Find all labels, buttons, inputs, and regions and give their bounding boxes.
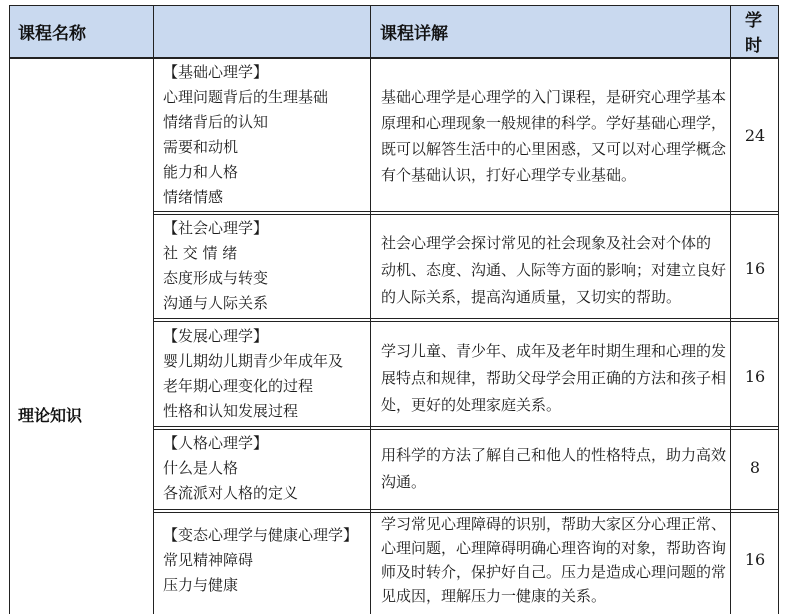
table-border-right bbox=[778, 5, 779, 614]
course-topic-line: 态度形成与转变 bbox=[163, 269, 269, 287]
header-course-detail: 课程详解 bbox=[380, 24, 448, 44]
row-divider-3b bbox=[153, 429, 779, 430]
course-topic-line: 常见精神障碍 bbox=[163, 551, 254, 569]
course-topics bbox=[163, 60, 328, 210]
row-divider-4 bbox=[153, 509, 779, 510]
course-topics bbox=[163, 431, 298, 506]
course-topic-line: 心理问题背后的生理基础 bbox=[163, 88, 329, 106]
row-divider-1 bbox=[153, 211, 779, 212]
description-line: 有个基础认识，打好心理学专业基础。 bbox=[381, 166, 637, 184]
course-topic-line: 什么是人格 bbox=[163, 459, 239, 477]
topic-label: 理论知识 bbox=[18, 406, 83, 425]
course-topic-line: 能力和人格 bbox=[163, 163, 239, 181]
course-description bbox=[381, 84, 726, 188]
description-line: 心理问题，心理障碍明确心理咨询的对象，帮助咨询 bbox=[381, 539, 727, 557]
course-topics bbox=[163, 324, 343, 424]
course-topic-line: 【变态心理学与健康心理学】 bbox=[163, 526, 359, 544]
description-line: 既可以解答生活中的心里困惑，又可以对心理学概念 bbox=[381, 140, 727, 158]
description-line: 原理和心理现象一般规律的科学。学好基础心理学， bbox=[381, 114, 727, 132]
course-description bbox=[381, 338, 726, 419]
column-divider-1 bbox=[153, 5, 154, 614]
row-divider-2 bbox=[153, 318, 779, 319]
course-description bbox=[381, 230, 726, 311]
description-line: 动机、态度、沟通、人际等方面的影响；对建立良好 bbox=[381, 261, 727, 279]
course-topic-line: 婴儿期幼儿期青少年成年及 bbox=[163, 352, 344, 370]
course-description bbox=[381, 512, 726, 608]
course-hours: 16 bbox=[744, 550, 766, 569]
course-topic-line: 社 交 情 绪 bbox=[163, 244, 238, 262]
row-divider-1b bbox=[153, 214, 779, 215]
course-topic-line: 压力与健康 bbox=[163, 576, 239, 594]
course-topics bbox=[163, 216, 268, 316]
course-topic-line: 【社会心理学】 bbox=[163, 219, 269, 237]
description-line: 见成因，理解压力一健康的关系。 bbox=[381, 587, 607, 605]
course-topic-line: 【人格心理学】 bbox=[163, 434, 269, 452]
description-line: 师及时转介，保护好自己。压力是造成心理问题的常 bbox=[381, 563, 727, 581]
row-divider-2b bbox=[153, 321, 779, 322]
header-divider bbox=[9, 57, 779, 59]
description-line: 处，更好的处理家庭关系。 bbox=[381, 396, 562, 414]
course-topic-line: 【基础心理学】 bbox=[163, 63, 269, 81]
course-hours: 16 bbox=[744, 367, 766, 386]
course-hours: 8 bbox=[749, 458, 761, 477]
header-course-name: 课程名称 bbox=[18, 24, 86, 44]
header-hours-1: 学 bbox=[745, 11, 762, 31]
description-line: 展特点和规律，帮助父母学会用正确的方法和孩子相 bbox=[381, 369, 727, 387]
table-border-top bbox=[9, 5, 779, 6]
column-divider-3 bbox=[730, 5, 731, 614]
description-line: 学习常见心理障碍的识别，帮助大家区分心理正常、 bbox=[381, 515, 727, 533]
course-topic-line: 各流派对人格的定义 bbox=[163, 484, 299, 502]
description-line: 社会心理学会探讨常见的社会现象及社会对个体的 bbox=[381, 234, 712, 252]
row-divider-3 bbox=[153, 426, 779, 427]
course-topic-line: 老年期心理变化的过程 bbox=[163, 377, 314, 395]
course-topic-line: 需要和动机 bbox=[163, 138, 239, 156]
course-description bbox=[381, 442, 726, 496]
column-divider-2 bbox=[370, 5, 371, 614]
description-line: 学习儿童、青少年、成年及老年时期生理和心理的发 bbox=[381, 342, 727, 360]
course-hours: 16 bbox=[744, 259, 766, 278]
header-hours-2: 时 bbox=[745, 36, 762, 56]
course-topic-line: 【发展心理学】 bbox=[163, 327, 269, 345]
description-line: 用科学的方法了解自己和他人的性格特点，助力高效 bbox=[381, 446, 727, 464]
course-topic-line: 情绪情感 bbox=[163, 188, 224, 206]
description-line: 沟通。 bbox=[381, 473, 427, 491]
course-topics bbox=[163, 523, 358, 598]
description-line: 的人际关系，提高沟通质量，又切实的帮助。 bbox=[381, 288, 682, 306]
course-hours: 24 bbox=[744, 126, 766, 145]
table-border-left bbox=[9, 5, 10, 614]
course-topic-line: 性格和认知发展过程 bbox=[163, 402, 299, 420]
description-line: 基础心理学是心理学的入门课程，是研究心理学基本 bbox=[381, 88, 727, 106]
course-topic-line: 沟通与人际关系 bbox=[163, 294, 269, 312]
course-topic-line: 情绪背后的认知 bbox=[163, 113, 269, 131]
